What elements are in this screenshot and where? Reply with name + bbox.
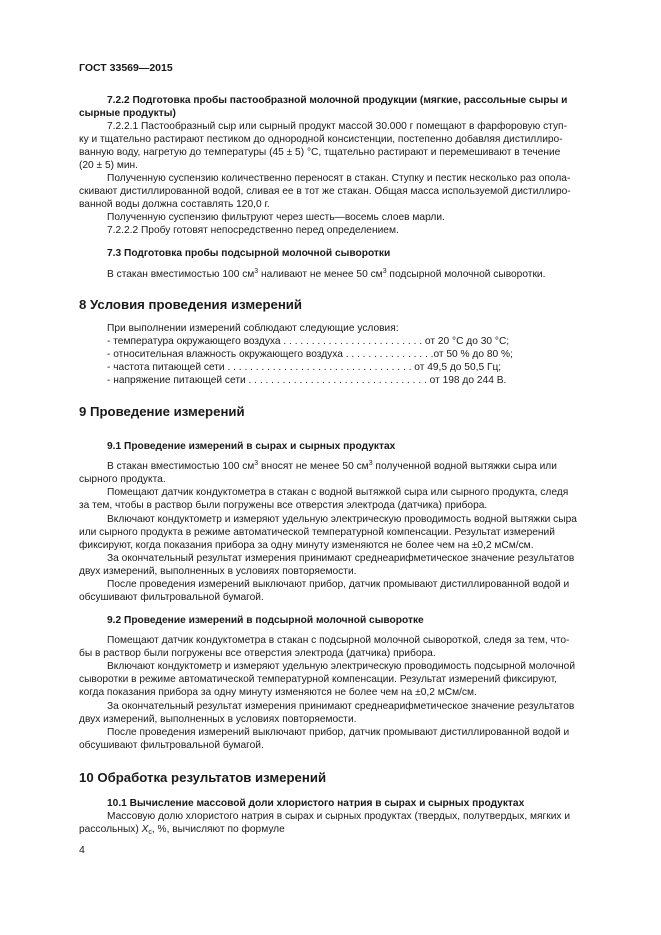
paragraph-7-3: В стакан вместимостью 100 $см^3$ наливают не менее 50 $см^3$ подсырной молочной сыворотки.	[107, 268, 546, 280]
page-number: 4	[79, 844, 85, 856]
paragraph-line: или сырного продукта в режиме автоматической температурной компенсации. Результат измерений	[79, 527, 555, 538]
document-header: ГОСТ 33569—2015	[79, 62, 173, 74]
condition-item: - температура окружающего воздуха . . . . . . . . . . . . . . . . . . . . . . . . . от 20 °С до 30 °С;	[107, 336, 510, 347]
paragraph-line: бы в раствор были погружены все отверстия электрода (датчика) прибора.	[79, 648, 436, 659]
condition-item: - частота питающей сети . . . . . . . . . . . . . . . . . . . . . . . . . . . . . . . . . от 49,5 до 50,5 Гц;	[107, 362, 502, 373]
paragraph-line: Массовую долю хлористого натрия в сырах и сырных продуктах (твердых, полутвердых, мягких и	[107, 811, 571, 822]
paragraph-line: обсушивают фильтровальной бумагой.	[79, 592, 264, 603]
heading-9-1: 9.1 Проведение измерений в сырах и сырных продуктах	[107, 441, 396, 452]
heading-7-2-2-line1: 7.2.2 Подготовка пробы пастообразной молочной продукции (мягкие, рассольные сыры и	[107, 95, 568, 106]
paragraph-line: Помещают датчик кондуктометра в стакан с подсырной молочной сывороткой, следя за тем, что-	[107, 635, 570, 646]
paragraph-line: После проведения измерений выключают прибор, датчик промывают дистиллированной водой и	[107, 727, 570, 738]
paragraph-line: Полученную суспензию фильтруют через шесть—восемь слоев марли.	[107, 212, 445, 223]
paragraph-line: ванной воды должна составлять 120,0 г.	[79, 199, 270, 210]
paragraph-line: Полученную суспензию количественно переносят в стакан. Ступку и пестик несколько раз опола-	[107, 173, 571, 184]
paragraph-line: Включают кондуктометр и измеряют удельную электрическую проводимость подсырной молочной	[107, 661, 576, 672]
paragraph-line: За окончательный результат измерения принимают среднеарифметическое значение результатов	[107, 553, 575, 564]
paragraph-line: двух измерений, выполненных в условиях повторяемости.	[79, 714, 357, 725]
paragraph-line: Помещают датчик кондуктометра в стакан с водной вытяжкой сыра или сырного продукта, следя	[107, 487, 569, 498]
paragraph-line: рассольных) $X_c$, %, вычисляют по формуле	[79, 824, 285, 836]
paragraph-line: ванную воду, нагретую до температуры (45 ± 5) °С, тщательно растирают и перемешивают в течение	[79, 147, 561, 158]
heading-10-1: 10.1 Вычисление массовой доли хлористого натрия в сырах и сырных продуктах	[107, 798, 525, 809]
heading-7-2-2-line2: сырные продукты)	[79, 108, 176, 119]
paragraph-line: 7.2.2.2 Пробу готовят непосредственно перед определением.	[107, 225, 399, 236]
section-heading-10: 10 Обработка результатов измерений	[79, 770, 327, 785]
paragraph-line: 7.2.2.1 Пастообразный сыр или сырный продукт массой 30.000 г помещают в фарфоровую ступ-	[107, 121, 567, 132]
heading-9-2: 9.2 Проведение измерений в подсырной молочной сыворотке	[107, 615, 424, 626]
paragraph-line: за тем, чтобы в раствор были погружены все отверстия электрода (датчика) прибора.	[79, 500, 488, 511]
paragraph-line: За окончательный результат измерения принимают среднеарифметическое значение результатов	[107, 701, 575, 712]
paragraph-line: (20 ± 5) мин.	[79, 160, 139, 171]
condition-item: - напряжение питающей сети . . . . . . . . . . . . . . . . . . . . . . . . . . . . . . . . от 198 до 244 В.	[107, 375, 507, 386]
paragraph-line: скивают дистиллированной водой, сливая ее в тот же стакан. Общая масса используемой дистиллиро-	[79, 186, 571, 197]
paragraph-line: После проведения измерений выключают прибор, датчик промывают дистиллированной водой и	[107, 579, 570, 590]
paragraph-line: Включают кондуктометр и измеряют удельную электрическую проводимость водной вытяжки сыра	[107, 514, 577, 525]
paragraph-line: В стакан вместимостью 100 $см^3$ вносят не менее 50 $см^3$ полученной водной вытяжки сыра или	[107, 460, 557, 472]
paragraph-line: сыворотки в режиме автоматической температурной компенсации. Результат измерений фиксируют,	[79, 674, 557, 685]
paragraph-line: сырного продукта.	[79, 474, 166, 485]
paragraph-line: обсушивают фильтровальной бумагой.	[79, 740, 264, 751]
paragraph-line: когда показания прибора за одну минуту изменяются не более чем на ±0,2 мСм/см.	[79, 687, 477, 698]
paragraph-line: ку и тщательно растирают пестиком до однородной консистенции, постепенно добавляя дистиллиро-	[79, 134, 563, 145]
paragraph-line: фиксируют, когда показания прибора за одну минуту изменяются не более чем на ±0,2 мСм/см.	[79, 540, 534, 551]
conditions-intro: При выполнении измерений соблюдают следующие условия:	[107, 323, 399, 334]
condition-item: - относительная влажность окружающего воздуха . . . . . . . . . . . . . . . .от 50 % до 80 %;	[107, 349, 513, 360]
heading-7-3: 7.3 Подготовка пробы подсырной молочной сыворотки	[107, 248, 391, 259]
paragraph-line: двух измерений, выполненных в условиях повторяемости.	[79, 566, 357, 577]
section-heading-8: 8 Условия проведения измерений	[79, 297, 303, 312]
section-heading-9: 9 Проведение измерений	[79, 404, 245, 419]
